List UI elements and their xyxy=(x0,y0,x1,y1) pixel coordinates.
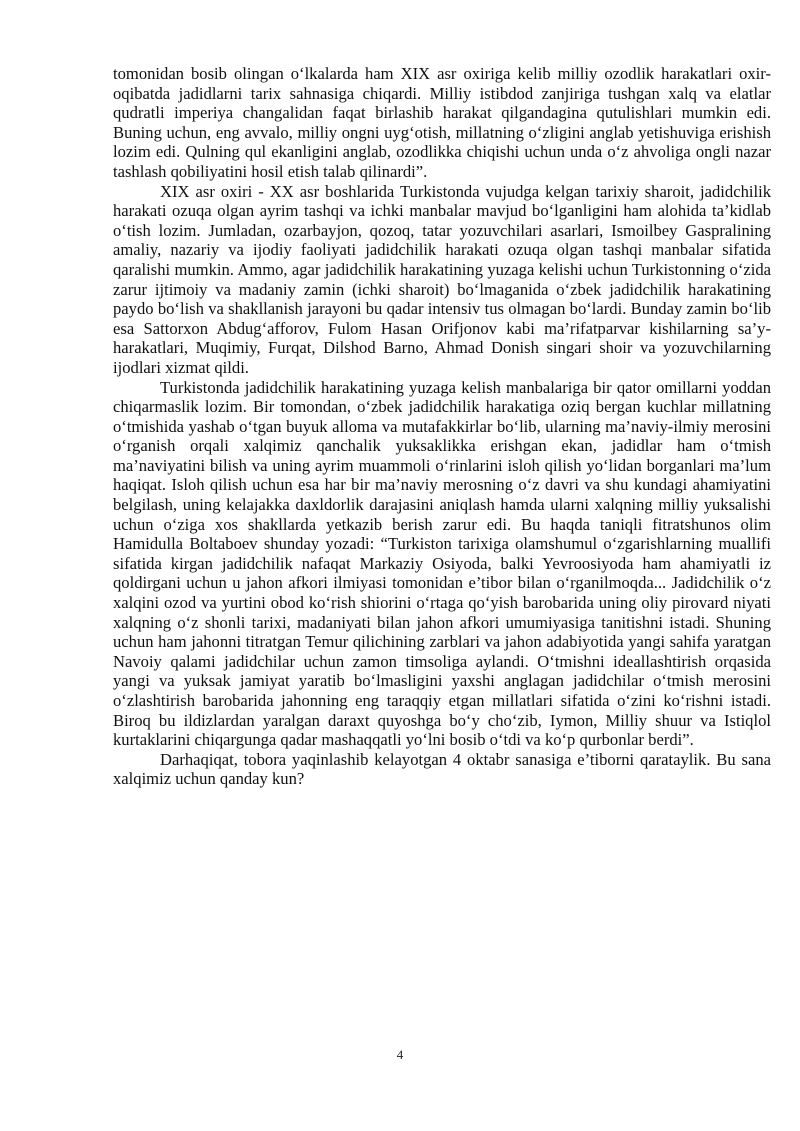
paragraph-continuation: tomonidan bosib olingan o‘lkalarda ham XIX asr oxiriga kelib milliy ozodlik harakatlari oxir-oqibatda jadidlarni tarix sahnasiga chiqardi. Milliy istibdod zanjiriga tushgan xalq va elatlar qudratli imperiya changalidan faqat birlashib harakat qilgandagina qutulishlari mumkin edi. Buning uchun, eng avvalo, milliy ongni uyg‘otish, millatning o‘zligini anglab yetishuviga erishish lozim edi. Qulning qul ekanligini anglab, ozodlikka chiqishi uchun unda o‘z ahvoliga ongli nazar tashlash qobiliyatini hosil etish talab qilinardi”. xyxy=(113,64,771,181)
page-number: 4 xyxy=(396,1047,404,1062)
page-body xyxy=(113,64,771,789)
paragraph-october-date: Darhaqiqat, tobora yaqinlashib kelayotgan 4 oktabr sanasiga e’tiborni qarataylik. Bu sana xalqimiz uchun qanday kun? xyxy=(113,749,771,789)
paragraph-historical-conditions: XIX asr oxiri - XX asr boshlarida Turkistonda vujudga kelgan tarixiy sharoit, jadidchilik harakati ozuqa olgan ayrim tashqi va ichki manbalar mavjud bo‘lganligini ham alohida ta’kidlab o‘tish lozim. Jumladan, ozarbayjon, qozoq, tatar yozuvchilari asarlari, Ismoilbey Gaspralining amaliy, nazariy va ijodiy faoliyati jadidchilik harakati ozuqa olgan tashqi manbalar sifatida qaralishi mumkin. Ammo, agar jadidchilik harakatining yuzaga kelishi uchun Turkistonning o‘zida zarur ijtimoiy va madaniy zamin (ichki sharoit) bo‘lmaganida o‘zbek jadidchilik harakatining paydo bo‘lish va shakllanish jarayoni bu qadar intensiv tus olmagan bo‘lardi. Bunday zamin bo‘lib esa Sattorxon Abdug‘afforov, Fulom Hasan Orifjonov kabi ma’rifatparvar kishilarning sa’y-harakatlari, Muqimiy, Furqat, Dilshod Barno, Ahmad Donish singari shoir va yozuvchilarning ijodlari xizmat qildi. xyxy=(113,181,771,377)
paragraph-jadidism-sources: Turkistonda jadidchilik harakatining yuzaga kelish manbalariga bir qator omillarni yoddan chiqarmaslik lozim. Bir tomondan, o‘zbek jadidchilik harakatiga oziq bergan kuchlar millatning o‘tmishida yashab o‘tgan buyuk alloma va mutafakkirlar bo‘lib, ularning ma’naviy-ilmiy merosini o‘rganish orqali xalqimiz qanchalik yuksaklikka erishgan ekan, jadidlar ham o‘tmish ma’naviyatini bilish va uning ayrim muammoli o‘rinlarini isloh qilish yo‘lidan borganlari ma’lum haqiqat. Isloh qilish uchun esa har bir ma’naviy merosning o‘z davri va shu kundagi ahamiyatini belgilash, uning kelajakka daxldorlik darajasini aniqlash hamda ularni xalqning milliy yuksalishi uchun o‘ziga xos shakllarda yetkazib berish zarur edi. Bu haqda taniqli fitratshunos olim Hamidulla Boltaboev shunday yozadi: “Turkiston tarixiga olamshumul o‘zgarishlarning muallifi sifatida kirgan jadidchilik nafaqat Markaziy Osiyoda, balki Yevroosiyoda ham ahamiyatli iz qoldirgani uchun u jahon afkori ilmiyasi tomonidan e’tibor bilan o‘rganilmoqda... Jadidchilik o‘z xalqini ozod va yurtini obod ko‘rish shiorini o‘rtaga qo‘yish barobarida uning oliy pirovard niyati xalqning o‘z shonli tarixi, madaniyati bilan jahon afkori umumiyasiga tanitishni istadi. Shuning uchun ham jahonni titratgan Temur qilichining zarblari va jahon adabiyotida yangi sahifa yaratgan Navoiy qalami jadidchilar uchun zamon timsoliga aylandi. O‘tmishni ideallashtirish orqasida yangi va yuksak jamiyat yaratib bo‘lmasligini yaxshi anglagan jadidchilar o‘tmish merosini o‘zlashtirish barobarida jahonning eng taraqqiy etgan millatlari sifatida o‘zini ko‘rishni istadi. Biroq bu ildizlardan yaralgan daraxt quyoshga bo‘y cho‘zib, Iymon, Milliy shuur va Istiqlol kurtaklarini chiqargunga qadar mashaqqatli yo‘lni bosib o‘tdi va ko‘p qurbonlar berdi”. xyxy=(113,377,771,750)
